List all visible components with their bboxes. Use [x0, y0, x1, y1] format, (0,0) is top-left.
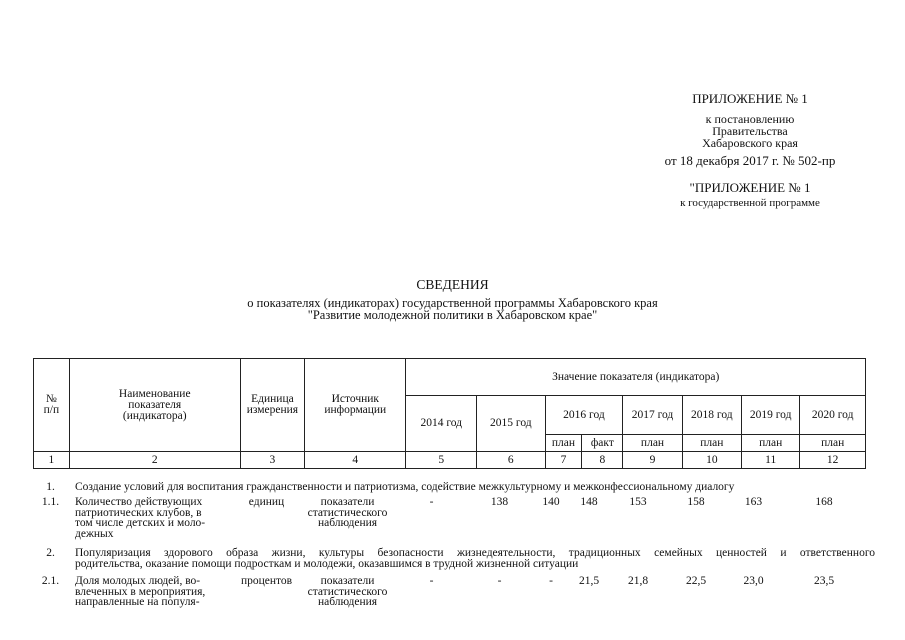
row-1-1-v2017: 153	[629, 496, 647, 508]
name-line: Доля молодых людей, во-	[75, 575, 201, 587]
num-col: 9	[623, 452, 682, 469]
row-1-1-v2015: 138	[490, 496, 509, 508]
plan-2020: план	[800, 435, 866, 452]
row-2-1-unit: процентов	[240, 575, 293, 587]
row-1-1-v2016-plan: 140	[542, 496, 560, 508]
col-no-header: № п/п	[34, 359, 70, 452]
row-2-1-v2020: 23,5	[813, 575, 835, 587]
row-2-1-v2016-fact: 21,5	[578, 575, 600, 587]
row-2-1-v2017: 21,8	[627, 575, 649, 587]
row-1-1-unit: единиц	[248, 496, 285, 508]
appendix-line-1: к постановлению	[705, 112, 795, 126]
row-2-1-name	[75, 576, 235, 608]
num-col: 12	[800, 452, 866, 469]
row-1-1-v2014: -	[429, 496, 434, 508]
name-line: том числе детских и моло-	[75, 517, 206, 529]
name-line: направленные на популя-	[75, 596, 200, 608]
num-col: 2	[69, 452, 240, 469]
section-1-no: 1.	[46, 481, 55, 493]
row-2-1-no: 2.1.	[41, 575, 60, 587]
source-line: наблюдения	[317, 596, 378, 608]
plan-2018: план	[682, 435, 741, 452]
year-2017: 2017 год	[623, 396, 682, 435]
plan-2017: план	[623, 435, 682, 452]
col-source-header: Источник информации	[305, 359, 406, 452]
name-line: патриотических клубов, в	[75, 506, 202, 519]
source-line: показатели	[320, 496, 375, 508]
num-col: 1	[34, 452, 70, 469]
plan-2019: план	[742, 435, 800, 452]
num-col: 11	[742, 452, 800, 469]
section-2-no: 2.	[46, 547, 55, 559]
doc-subtitle-2: "Развитие молодежной политики в Хабаровском крае"	[307, 308, 598, 322]
num-col: 7	[545, 452, 582, 469]
col-name-header: Наименование показателя (индикатора)	[69, 359, 240, 452]
source-line: статистического	[307, 585, 388, 598]
row-1-1-no: 1.1.	[41, 496, 60, 508]
num-col: 8	[582, 452, 623, 469]
row-2-1-v2016-plan: -	[549, 575, 553, 587]
col-unit-header: Единица измерения	[240, 359, 304, 452]
row-1-1-name	[75, 497, 235, 539]
source-line: показатели	[320, 575, 375, 587]
row-2-1-v2015: -	[497, 575, 502, 587]
row-2-1-v2014: -	[429, 575, 434, 587]
appendix-title: ПРИЛОЖЕНИЕ № 1	[692, 91, 808, 106]
row-2-1-v2018: 22,5	[685, 575, 707, 587]
doc-title: СВЕДЕНИЯ	[416, 277, 489, 292]
year-2019: 2019 год	[742, 396, 800, 435]
section-1-text: Создание условий для воспитания гражданственности и патриотизма, содействие межкультурному и межконфессиональному диалогу	[75, 481, 735, 493]
name-line: влеченных в мероприятия,	[75, 585, 206, 598]
section-2-text	[75, 548, 875, 569]
fact-2016: факт	[582, 435, 623, 452]
row-1-1-v2016-fact: 148	[580, 496, 598, 508]
row-1-1-v2019: 163	[744, 496, 763, 508]
col-value-header: Значение показателя (индикатора)	[406, 359, 866, 396]
section-2-line: Популяризация здорового образа жизни, культуры безопасности жизнедеятельности, традиционных семейных ценностей и ответственного	[75, 547, 875, 559]
name-line: Количество действующих	[75, 496, 203, 508]
section-2-line: родительства, оказание помощи подросткам и молодежи, оказавшимся в трудной жизненной ситуации	[75, 557, 579, 570]
row-1-1-v2020: 168	[815, 496, 833, 508]
plan-2016: план	[545, 435, 582, 452]
year-2014: 2014 год	[406, 396, 477, 452]
name-line: дежных	[75, 527, 114, 540]
appendix-date: от 18 декабря 2017 г. № 502-пр	[664, 153, 836, 168]
source-line: статистического	[307, 506, 388, 519]
num-col: 10	[682, 452, 741, 469]
doc-subtitle-1: о показателях (индикаторах) государственной программы Хабаровского края	[247, 296, 658, 310]
source-line: наблюдения	[317, 517, 378, 529]
num-col: 6	[477, 452, 546, 469]
num-col: 4	[305, 452, 406, 469]
appendix-line-5: к государственной программе	[680, 197, 820, 209]
year-2015: 2015 год	[477, 396, 546, 452]
row-1-1-v2018: 158	[687, 496, 705, 508]
appendix-line-2: Правительства	[712, 124, 788, 138]
num-col: 5	[406, 452, 477, 469]
year-2020: 2020 год	[800, 396, 866, 435]
row-1-1-source	[298, 497, 397, 529]
row-2-1-source	[298, 576, 397, 608]
appendix-line-3: Хабаровского края	[702, 136, 798, 150]
indicators-table-header	[33, 358, 866, 469]
appendix-title-2: "ПРИЛОЖЕНИЕ № 1	[689, 180, 811, 195]
year-2016: 2016 год	[545, 396, 623, 435]
num-col: 3	[240, 452, 304, 469]
year-2018: 2018 год	[682, 396, 741, 435]
row-2-1-v2019: 23,0	[743, 575, 764, 587]
